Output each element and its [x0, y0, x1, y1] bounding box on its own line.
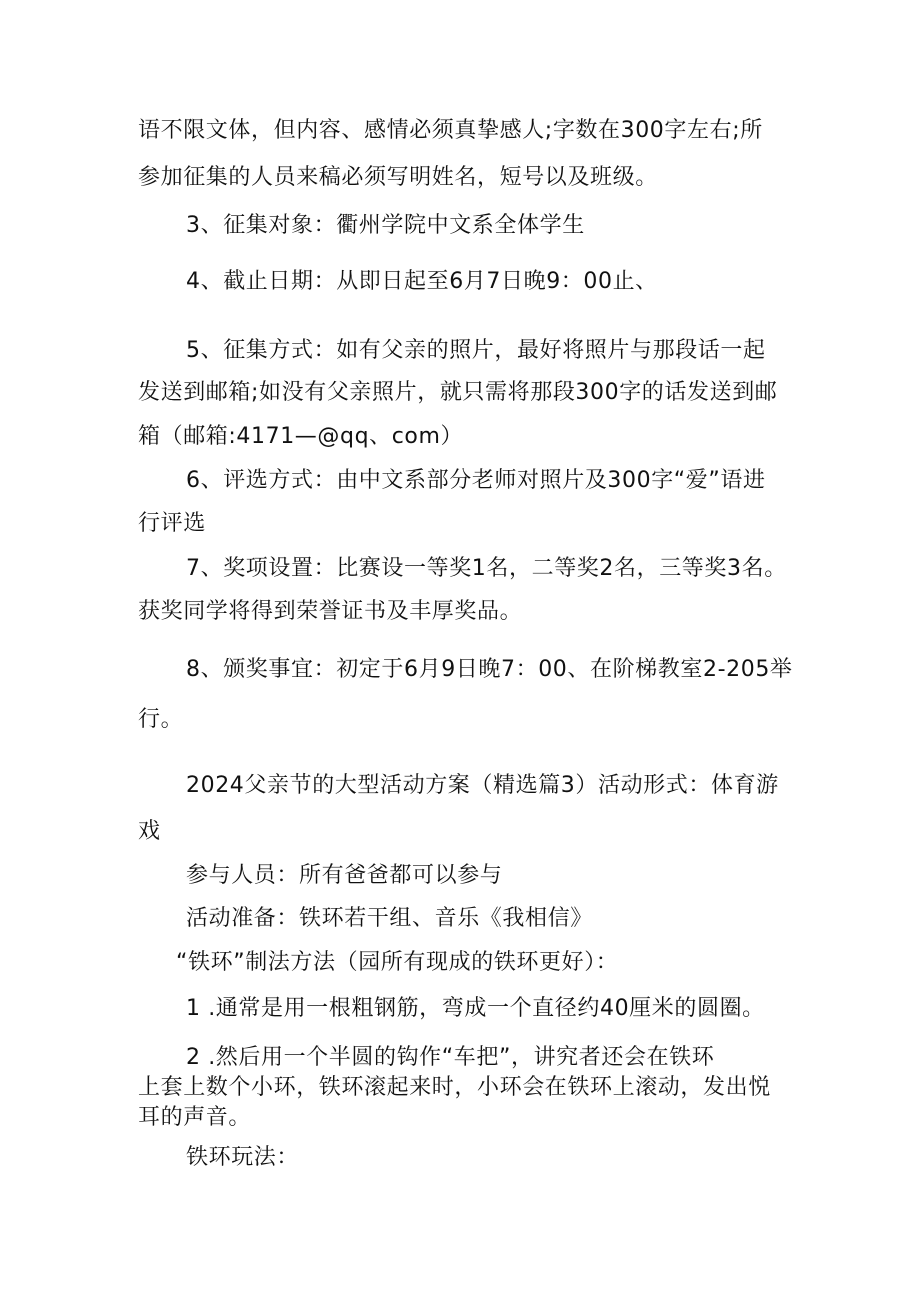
text-line: 耳的声音。	[138, 1105, 252, 1130]
text-line: 戏	[138, 819, 161, 844]
text-line: “铁环”制法方法（园所有现成的铁环更好）：	[176, 950, 619, 975]
text-line: 参加征集的人员来稿必须写明姓名，短号以及班级。	[138, 165, 658, 190]
text-line: 6、评选方式：由中文系部分老师对照片及300字“爱”语进	[186, 468, 766, 493]
text-line: 获奖同学将得到荣誉证书及丰厚奖品。	[138, 599, 523, 624]
text-line: 活动准备：铁环若干组、音乐《我相信》	[186, 906, 593, 931]
text-line: 箱（邮箱:4171—@qq、com）	[138, 424, 464, 449]
text-line: 发送到邮箱;如没有父亲照片，就只需将那段300字的话发送到邮	[138, 380, 778, 405]
text-line: 上套上数个小环，铁环滚起来时，小环会在铁环上滚动，发出悦	[138, 1075, 771, 1100]
text-line: 2024父亲节的大型活动方案（精选篇3）活动形式：体育游	[186, 773, 779, 798]
text-line: 5、征集方式：如有父亲的照片，最好将照片与那段话一起	[186, 338, 766, 363]
text-line: 语不限文体，但内容、感情必须真挚感人;字数在300字左右;所	[138, 118, 763, 143]
text-line: 铁环玩法：	[186, 1145, 300, 1170]
text-line: 7、奖项设置：比赛设一等奖1名，二等奖2名，三等奖3名。	[186, 556, 787, 581]
text-line: 3、征集对象：衢州学院中文系全体学生	[186, 213, 585, 238]
text-line: 2 .然后用一个半圆的钩作“车把”，讲究者还会在铁环	[186, 1045, 715, 1070]
text-line: 4、截止日期：从即日起至6月7日晚9：00止、	[186, 269, 658, 294]
text-line: 8、颁奖事宜：初定于6月9日晚7：00、在阶梯教室2-205举	[186, 657, 793, 682]
text-line: 行评选	[138, 511, 206, 536]
text-line: 1 .通常是用一根粗钢筋，弯成一个直径约40厘米的圆圈。	[186, 996, 765, 1021]
text-line: 参与人员：所有爸爸都可以参与	[186, 863, 503, 888]
text-line: 行。	[138, 707, 184, 732]
